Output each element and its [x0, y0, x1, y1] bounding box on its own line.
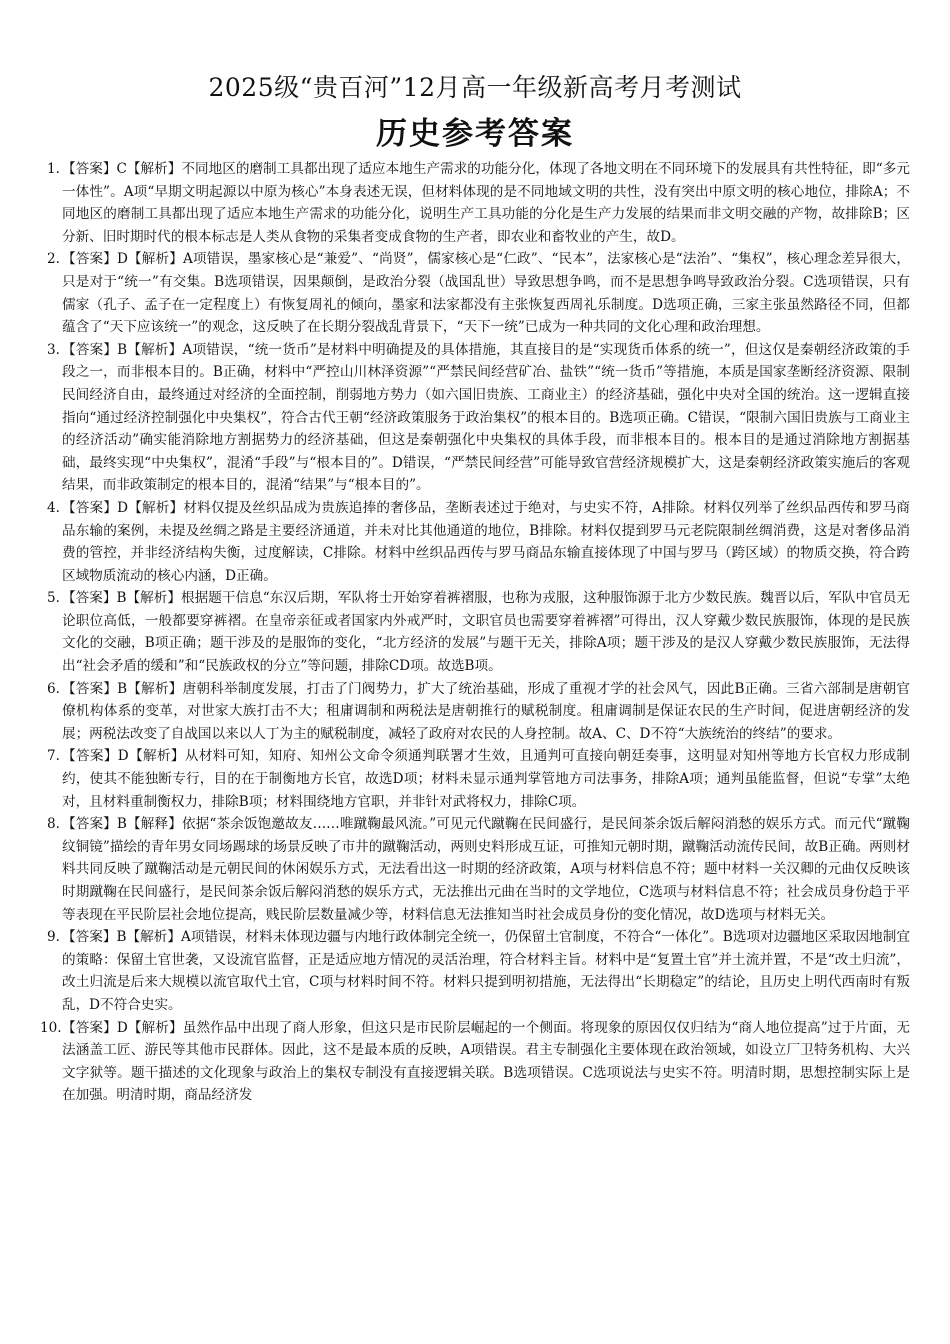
answer-number: 3. [47, 341, 60, 358]
answer-item-5 [40, 587, 910, 677]
answer-number: 4. [47, 499, 60, 516]
answer-item-2 [40, 248, 910, 338]
answer-text: 【答案】D【解析】从材料可知，知府、知州公文命令须通判联署才生效，且通判可直接向朝廷奏事，这明显对知州等地方长官权力形成制约，使其不能独断专行，目的在于制衡地方长官，故选D项；材料未显示通判掌管地方司法事务，排除A项；通判虽能监督，但说“专掌”太绝对，且材料重制衡权力，排除B项；材料围绕地方官职，并非针对武将权力，排除C项。 [62, 748, 910, 810]
exam-title: 2025级“贵百河”12月高一年级新高考月考测试 [208, 73, 742, 102]
answer-number: 7. [47, 748, 60, 765]
answer-number: 8. [47, 816, 60, 833]
answer-item-1 [40, 158, 910, 248]
answer-item-7 [40, 745, 910, 813]
answer-item-3 [40, 339, 910, 497]
answer-number: 6. [47, 680, 60, 697]
answer-text: 【答案】B【解析】唐朝科举制度发展，打击了门阀势力，扩大了统治基础，形成了重视才学的社会风气，因此B正确。三省六部制是唐朝官僚机构体系的变革，对世家大族打击不大；租庸调制和两税法是唐朝推行的赋税制度。租庸调制是保证农民的生产时间，促进唐朝经济的发展；两税法改变了自战国以来以人丁为主的赋税制度，减轻了政府对农民的人身控制。故A、C、D不符“大族统治的终结”的要求。 [62, 680, 910, 742]
answer-number: 2. [47, 251, 60, 268]
answer-number: 1. [47, 161, 60, 177]
answer-text: 【答案】D【解析】虽然作品中出现了商人形象，但这只是市民阶层崛起的一个侧面。将现象的原因仅仅归结为“商人地位提高”过于片面，无法涵盖工匠、游民等其他市民群体。因此，这不是最本质的反映，A项错误。君主专制强化主要体现在政治领域，如设立厂卫特务机构、大兴文字狱等。题干描述的文化现象与政治上的集权专制没有直接逻辑关联。B选项错误。C选项说法与史实不符。明清时期，思想控制实际上是在加强。明清时期，商品经济发 [62, 1019, 910, 1104]
answer-number: 9. [47, 929, 60, 946]
answer-item-4 [40, 497, 910, 587]
answer-text: 【答案】D【解析】A项错误，墨家核心是“兼爱”、“尚贤”，儒家核心是“仁政”、“民本”，法家核心是“法治”、“集权”，核心理念差异很大，只是对于“统一”有交集。B选项错误，因果颠倒，是政治分裂（战国乱世）导致思想争鸣，而不是思想争鸣导致政治分裂。C选项错误，只有儒家（孔子、孟子在一定程度上）有恢复周礼的倾向，墨家和法家都没有主张恢复西周礼乐制度。D选项正确，三家主张虽然路径不同，但都蕴含了“天下应该统一”的观念，这反映了在长期分裂战乱背景下，“天下一统”已成为一种共同的文化心理和政治理想。 [62, 251, 910, 336]
answer-text: 【答案】D【解析】材料仅提及丝织品成为贵族追捧的奢侈品，垄断表述过于绝对，与史实不符，A排除。材料仅列举了丝织品西传和罗马商品东输的案例，未提及丝绸之路是主要经济通道，并未对比其他通道的地位，B排除。材料仅提到罗马元老院限制丝绸消费，这是对奢侈品消费的管控，并非经济结构失衡，过度解读，C排除。材料中丝织品西传与罗马商品东输直接体现了中国与罗马（跨区域）的物质交换，符合跨区域物质流动的核心内涵，D正确。 [62, 499, 910, 584]
answer-text: 【答案】B【解释】依据“茶余饭饱邀故友……唯蹴鞠最风流。”可见元代蹴鞠在民间盛行，是民间茶余饭后解闷消愁的娱乐方式。而元代“蹴鞠纹铜镜”描绘的青年男女同场踢球的场景反映了市井的蹴鞠活动，两则史料形成互证，可推知元朝时期，蹴鞠活动流传民间，故B正确。两则材料共同反映了蹴鞠活动是元朝民间的休闲娱乐方式，无法看出这一时期的经济政策，A项与材料信息不符；题中材料一关汉卿的元曲仅反映该时期蹴鞠在民间盛行，是民间茶余饭后解闷消愁的娱乐方式，无法推出元曲在当时的文学地位，C选项与材料信息不符；社会成员身份趋于平等表现在平民阶层社会地位提高，贱民阶层数量减少等，材料信息无法推知当时社会成员身份的变化情况，故D选项与材料无关。 [62, 816, 910, 923]
subject-title: 历史参考答案 [376, 116, 574, 152]
answer-item-10 [40, 1017, 910, 1107]
answer-item-9 [40, 926, 910, 1016]
answer-text: 【答案】C【解析】不同地区的磨制工具都出现了适应本地生产需求的功能分化，体现了各地文明在不同环境下的发展具有共性特征，即“多元一体性”。A项“早期文明起源以中原为核心”本身表述无误，但材料体现的是不同地域文明的共性，没有突出中原文明的核心地位，排除A；不同地区的磨制工具都出现了适应本地生产需求的功能分化，说明生产工具功能的分化是生产力发展的结果而非文明交融的产物，故排除B；区分新、旧时期时代的根本标志是人类从食物的采集者变成食物的生产者，即农业和畜牧业的产生，故D。 [62, 161, 910, 245]
answer-number: 10. [40, 1019, 62, 1036]
answer-number: 5. [47, 590, 60, 607]
answer-text: 【答案】B【解析】A项错误，“统一货币”是材料中明确提及的具体措施，其直接目的是“实现货币体系的统一”，但这仅是秦朝经济政策的手段之一，而非根本目的。B正确，材料中“严控山川林泽资源”“严禁民间经营矿冶、盐铁”“统一货币”等措施，本质是国家垄断经济资源、限制民间经济自由，最终通过对经济的全面控制，削弱地方势力（如六国旧贵族、工商业主）的经济基础，强化中央对全国的统治。这一逻辑直接指向“通过经济控制强化中央集权”，符合古代王朝“经济政策服务于政治集权”的根本目的。B选项正确。C错误，“限制六国旧贵族与工商业主的经济活动”确实能消除地方割据势力的经济基础，但这是秦朝强化中央集权的具体手段，而非根本目的。根本目的是通过消除地方割据基础，最终实现“中央集权”，混淆“手段”与“根本目的”。D错误，“严禁民间经营”可能导致官营经济规模扩大，这是秦朝经济政策实施后的客观结果，而非政策制定的根本目的，混淆“结果”与“根本目的”。 [62, 341, 910, 494]
answer-text: 【答案】B【解析】A项错误，材料未体现边疆与内地行政体制完全统一，仍保留土官制度，不符合“一体化”。B选项对边疆地区采取因地制宜的策略：保留土官世袭，又设流官监督，正是适应地方情况的灵活治理，符合材料主旨。材料中是“复置土官”并土流并置，不是“改土归流”，改土归流是后来大规模以流官取代土官，C项与材料时间不符。材料只提到明初措施，无法得出“长期稳定”的结论，且历史上明代西南时有叛乱，D不符合史实。 [62, 929, 910, 1013]
answer-text: 【答案】B【解析】根据题干信息“东汉后期，军队将士开始穿着裤褶服，也称为戎服，这种服饰源于北方少数民族。魏晋以后，军队中官员无论职位高低，一般都要穿裤褶。在皇帝亲征或者国家内外戒严时，文职官员也需要穿着裤褶”可得出，汉人穿戴少数民族服饰，体现的是民族文化的交融，B项正确；题干涉及的是服饰的变化，“北方经济的发展”与题干无关，排除A项；题干涉及的是汉人穿戴少数民族服饰，无法得出“社会矛盾的缓和”和“民族政权的分立”等问题，排除CD项。故选B项。 [62, 590, 910, 675]
answer-item-8 [40, 813, 910, 926]
answer-list [40, 158, 910, 1107]
answer-item-6 [40, 678, 910, 746]
